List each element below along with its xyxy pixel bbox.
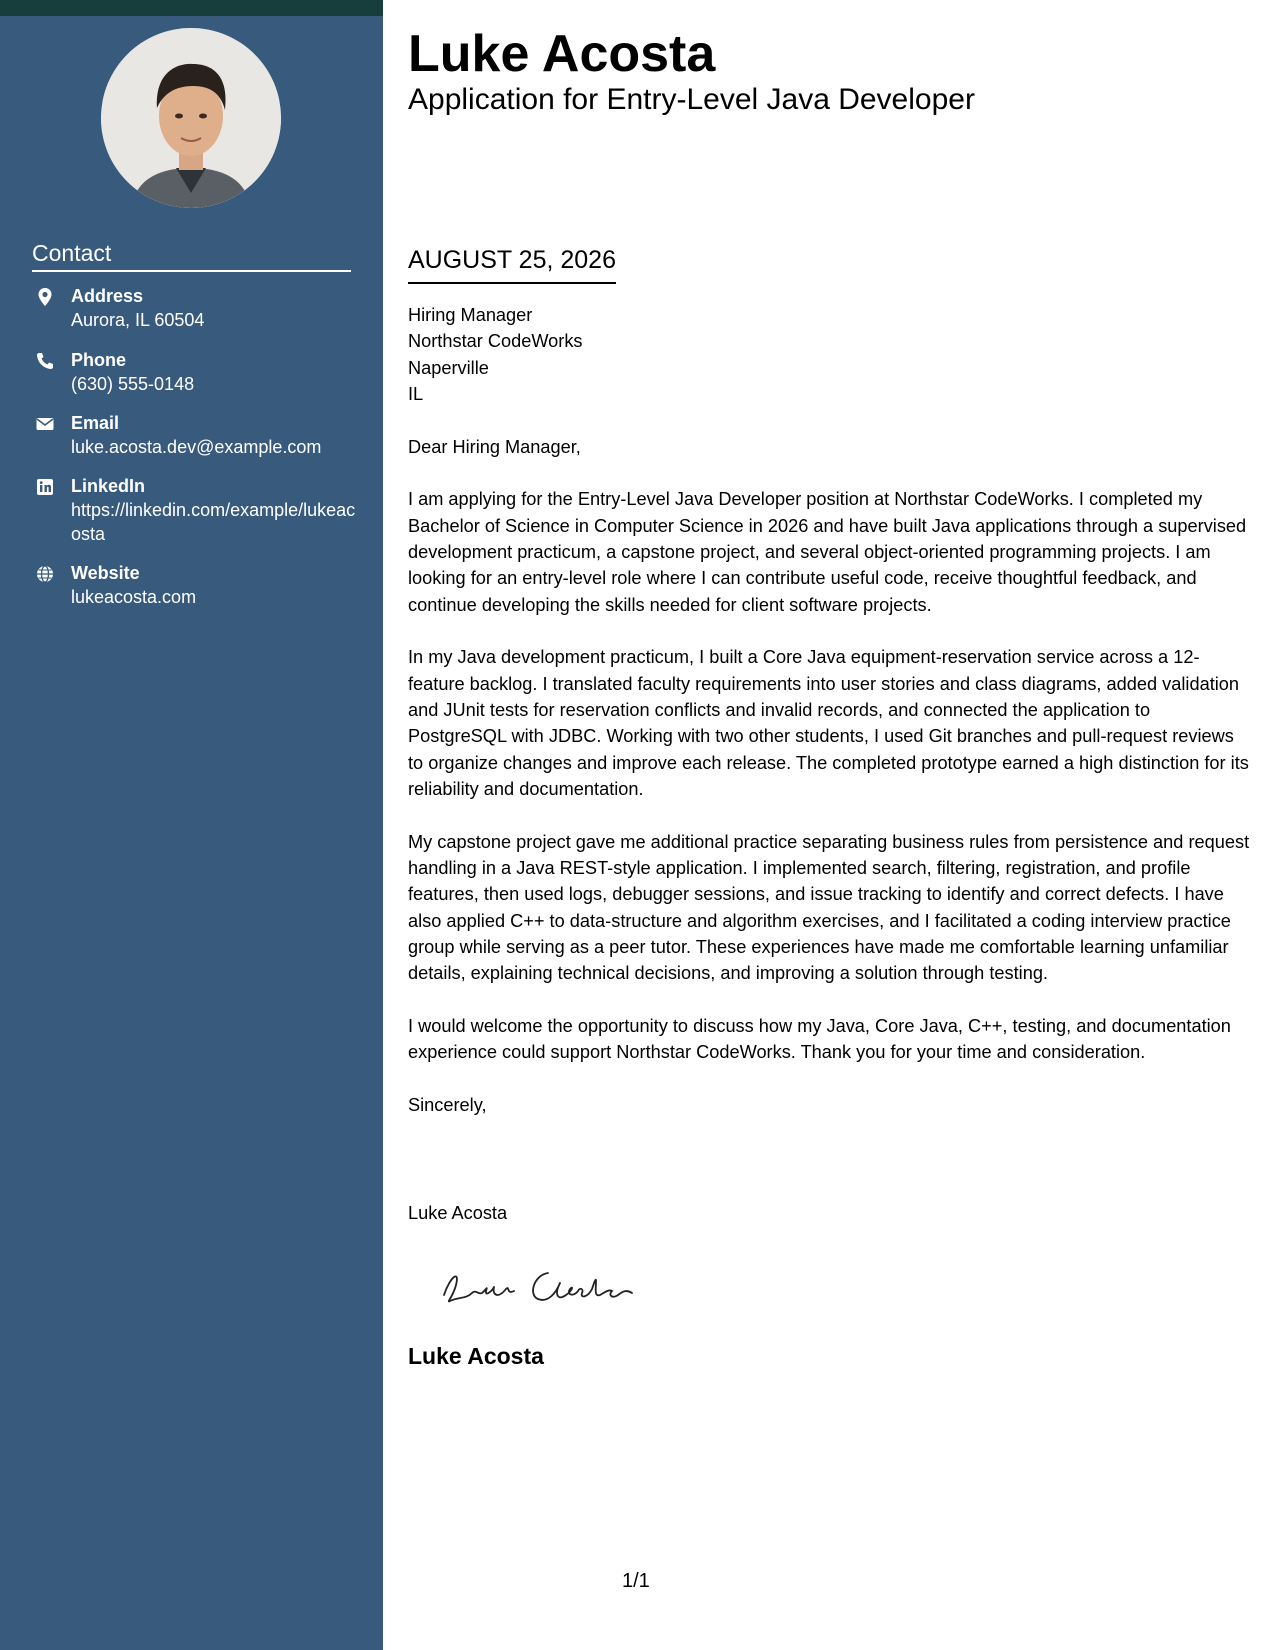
page-number: 1/1 bbox=[622, 1570, 650, 1592]
linkedin-label: LinkedIn bbox=[71, 476, 146, 496]
website-value[interactable]: lukeacosta.com bbox=[71, 587, 197, 607]
linkedin-value[interactable]: https://linkedin.com/example/lukeacosta bbox=[71, 500, 356, 544]
body-paragraph: My capstone project gave me additional practice separating business rules from persistence and request handling in a Java REST-style application. I implemented search, filtering, registration, and profile features, then used logs, debugger sessions, and issue tracking to identify and correct defects. I have also applied C++ to data-structure and algorithm exercises, and I facilitated a coding interview practice group while serving as a peer tutor. These experiences have made me comfortable learning unfamiliar details, explaining technical decisions, and improving a solution through testing. bbox=[408, 831, 1250, 984]
signer-name: Luke Acosta bbox=[408, 1203, 508, 1223]
profile-photo bbox=[101, 28, 281, 208]
top-accent-bar bbox=[0, 0, 383, 16]
letter-body bbox=[408, 302, 1250, 1145]
applicant-name: Luke Acosta bbox=[408, 25, 716, 83]
contact-heading: Contact bbox=[32, 240, 351, 272]
globe-icon bbox=[35, 564, 55, 584]
address-label: Address bbox=[71, 286, 144, 306]
linkedin-icon bbox=[35, 477, 55, 497]
handwritten-signature bbox=[436, 1255, 646, 1315]
letter-date: AUGUST 25, 2026 bbox=[408, 244, 616, 284]
recipient-line: Naperville bbox=[408, 357, 489, 378]
phone-icon bbox=[35, 351, 55, 371]
website-label: Website bbox=[71, 563, 140, 583]
body-paragraph: I am applying for the Entry-Level Java Developer position at Northstar CodeWorks. I completed my Bachelor of Science in Computer Science in 2026 and have built Java applications through a supervised development practicum, a capstone project, and several object-oriented programming projects. I am looking for an entry-level role where I can contribute useful code, receive thoughtful feedback, and continue developing the skills needed for client software projects. bbox=[408, 489, 1247, 615]
email-label[interactable]: Email bbox=[71, 413, 120, 433]
signer-name-bold: Luke Acosta bbox=[408, 1343, 544, 1369]
body-paragraph: In my Java development practicum, I built a Core Java equipment-reservation service across a 12-feature backlog. I translated faculty requirements into user stories and class diagrams, added validation and JUnit tests for reservation conflicts and invalid records, and connected the application to PostgreSQL with JDBC. Working with two other students, I used Git branches and pull-request reviews to organize changes and improve each release. The completed prototype earned a high distinction for its reliability and documentation. bbox=[408, 647, 1249, 799]
closing: Sincerely, bbox=[408, 1095, 487, 1116]
recipient-line: IL bbox=[408, 383, 424, 404]
phone-label: Phone bbox=[71, 350, 127, 370]
recipient-line: Northstar CodeWorks bbox=[408, 331, 583, 352]
envelope-icon bbox=[35, 414, 55, 434]
phone-value: (630) 555-0148 bbox=[71, 374, 195, 394]
body-paragraph: I would welcome the opportunity to discuss how my Java, Core Java, C++, testing, and documentation experience could support Northstar CodeWorks. Thank you for your time and consideration. bbox=[408, 1016, 1231, 1063]
recipient-block bbox=[408, 302, 1250, 407]
recipient-line: Hiring Manager bbox=[408, 305, 533, 325]
salutation: Dear Hiring Manager, bbox=[408, 436, 581, 457]
application-title: Application for Entry-Level Java Developer bbox=[408, 83, 975, 116]
address-value: Aurora, IL 60504 bbox=[71, 310, 205, 330]
map-pin-icon bbox=[35, 287, 55, 307]
email-value[interactable]: luke.acosta.dev@example.com bbox=[71, 437, 322, 457]
